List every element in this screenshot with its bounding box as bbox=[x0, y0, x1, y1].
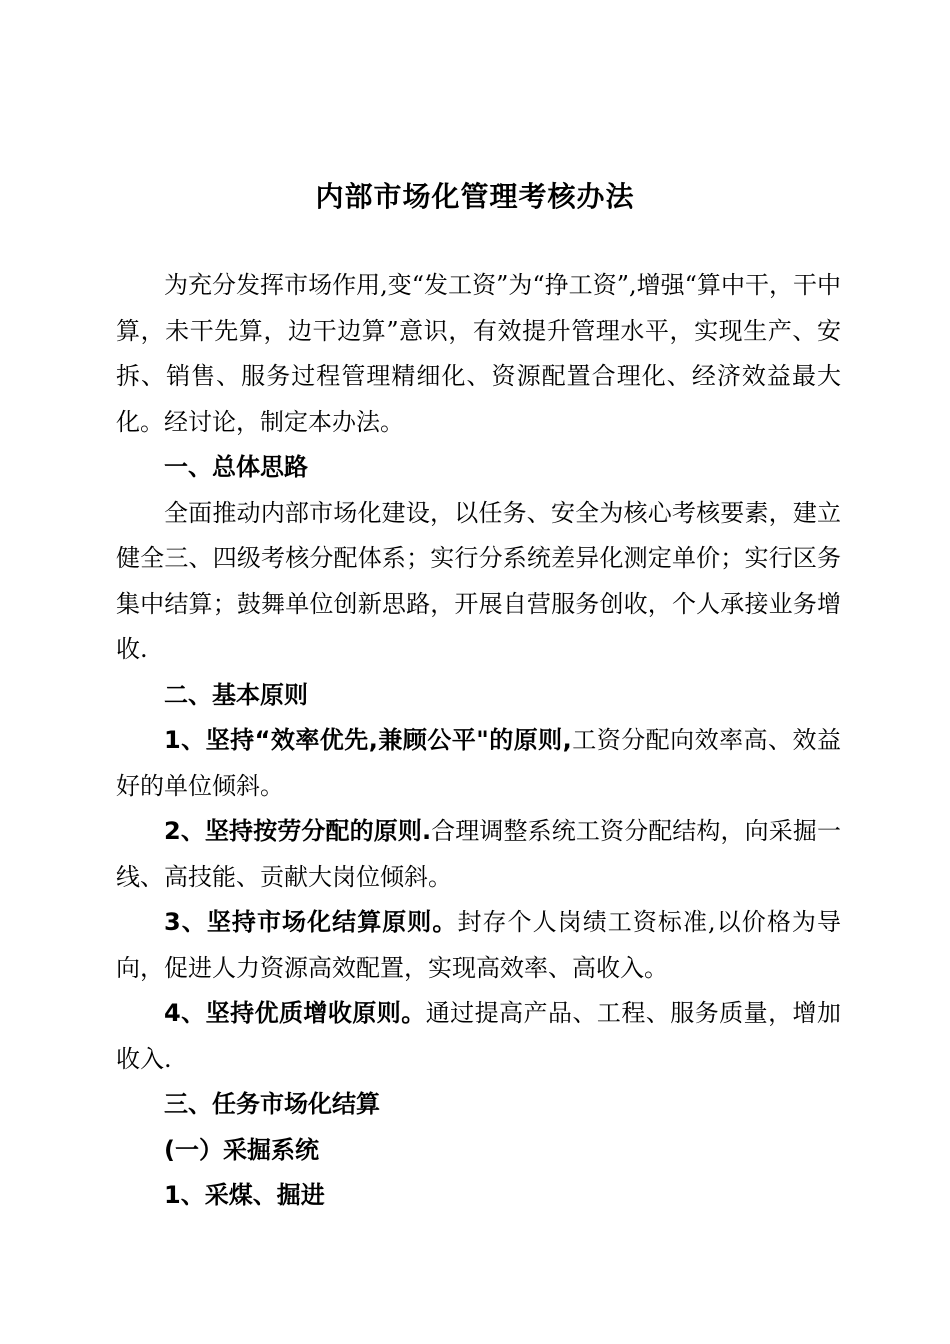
principle-item bbox=[116, 991, 841, 1082]
principle-lead: 2、坚持按劳分配的原则. bbox=[164, 817, 432, 845]
intro-paragraph: 为充分发挥市场作用,变“发工资”为“挣工资”,增强“算中干，干中算，未干先算，边干边算”意识，有效提升管理水平，实现生产、安拆、销售、服务过程管理精细化、资源配置合理化、经济效益最大化。经讨论，制定本办法。 bbox=[116, 271, 841, 436]
section-heading-task-settlement: 三、任务市场化结算 bbox=[164, 1090, 380, 1118]
principle-text: 合理调整系统工资分配结构，向采掘一线、高技能、贡献大岗位倾斜。 bbox=[116, 817, 841, 891]
principle-text: 工资分配向效率高、效益好的单位倾斜。 bbox=[116, 726, 841, 800]
section-heading-basic-principles: 二、基本原则 bbox=[164, 680, 308, 709]
subsection-heading-mining-system: (一）采掘系统 bbox=[164, 1135, 319, 1164]
principle-item bbox=[116, 900, 841, 991]
overall-approach-paragraph: 全面推动内部市场化建设，以任务、安全为核心考核要素，建立健全三、四级考核分配体系；实行分系统差异化测定单价；实行区务集中结算；鼓舞单位创新思路，开展自营服务创收，个人承接业务增收. bbox=[116, 498, 841, 663]
principle-lead: 1、坚持“效率优先,兼顾公平"的原则, bbox=[164, 726, 572, 754]
section-heading-overall-approach: 一、总体思路 bbox=[164, 453, 308, 481]
principle-item bbox=[116, 718, 841, 809]
document-body bbox=[116, 263, 841, 1219]
document-title: 内部市场化管理考核办法 bbox=[315, 180, 635, 213]
principle-lead: 4、坚持优质增收原则。 bbox=[164, 999, 426, 1027]
principle-item bbox=[116, 809, 841, 900]
subsection-heading-coal-tunneling: 1、采煤、掘进 bbox=[164, 1181, 325, 1209]
principle-text: 通过提高产品、工程、服务质量，增加收入. bbox=[116, 999, 842, 1073]
principle-text: 封存个人岗绩工资标准,以价格为导向，促进人力资源高效配置，实现高效率、高收入。 bbox=[116, 908, 841, 982]
principle-lead: 3、坚持市场化结算原则。 bbox=[164, 908, 458, 936]
